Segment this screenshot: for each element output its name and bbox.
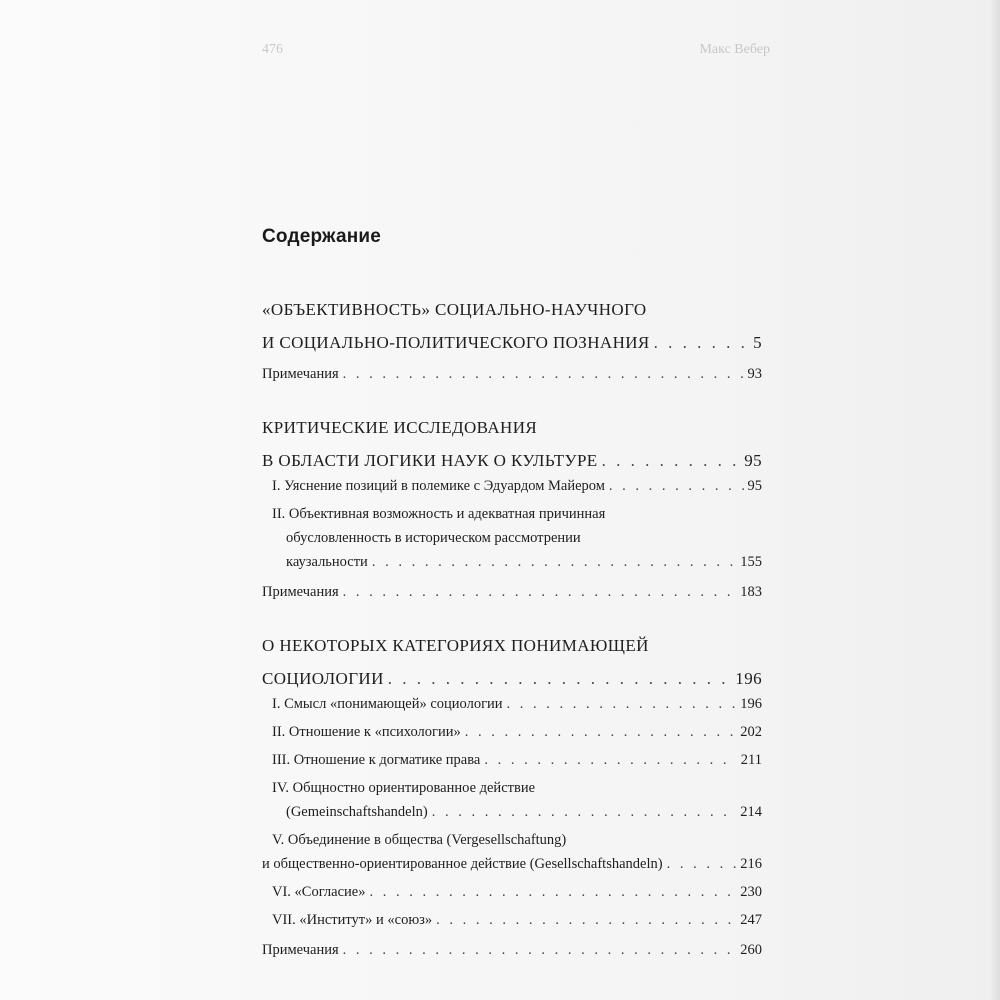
notes-page: 183 <box>740 584 762 600</box>
entry-text: I. Уяснение позиций в полемике с Эдуардом Майером <box>272 478 605 494</box>
table-of-contents <box>262 226 762 990</box>
dot-leader <box>507 692 737 716</box>
entry-line <box>262 852 762 876</box>
entry-text: VII. «Институт» и «союз» <box>272 912 433 928</box>
dot-leader <box>370 880 737 904</box>
dot-leader <box>654 329 749 356</box>
page-number: 476 <box>262 42 283 57</box>
dot-leader <box>372 550 736 574</box>
entry-page: 196 <box>740 696 762 712</box>
entry-line <box>272 880 762 904</box>
section-title-last-line <box>262 665 762 692</box>
entry-text-continued: (Gemeinschaftshandeln) <box>286 804 428 820</box>
entry-page: 202 <box>740 724 762 740</box>
toc-entry <box>262 828 762 876</box>
notes-page: 260 <box>740 942 762 958</box>
dot-leader <box>484 748 736 772</box>
toc-heading: Содержание <box>262 226 382 247</box>
entry-text: I. Смысл «понимающей» социологии <box>272 696 503 712</box>
entry-line <box>272 800 762 824</box>
section-title-line: «ОБЪЕКТИВНОСТЬ» СОЦИАЛЬНО-НАУЧНОГО <box>262 300 647 319</box>
entry-page: 247 <box>740 912 762 928</box>
entry-line <box>272 692 762 716</box>
dot-leader <box>436 908 736 932</box>
section-title-last-line <box>262 447 762 474</box>
entry-text: II. Объективная возможность и адекватная причинная <box>272 506 606 522</box>
notes-label: Примечания <box>262 584 339 600</box>
entry-line <box>272 720 762 744</box>
notes-label: Примечания <box>262 942 339 958</box>
entry-line <box>272 474 762 498</box>
entry-page: 155 <box>740 554 762 570</box>
section-page: 196 <box>735 669 762 688</box>
page-edge-shadow <box>990 0 1000 1000</box>
entry-text: VI. «Согласие» <box>272 884 366 900</box>
dot-leader <box>609 474 744 498</box>
dot-leader <box>343 362 744 386</box>
dot-leader <box>388 665 732 692</box>
entry-text: V. Объединение в общества (Vergesellschaftung) <box>272 832 567 848</box>
entry-text: IV. Общностно ориентированное действие <box>272 780 536 796</box>
dot-leader <box>343 938 737 962</box>
toc-entry <box>262 720 762 744</box>
notes-label: Примечания <box>262 366 339 382</box>
entry-page: 230 <box>740 884 762 900</box>
notes-entry <box>262 938 762 962</box>
entry-page: 95 <box>747 478 762 494</box>
section-page: 5 <box>753 333 762 352</box>
toc-section <box>262 414 762 604</box>
entry-line <box>272 550 762 574</box>
entry-page: 211 <box>740 752 762 768</box>
section-title-line: КРИТИЧЕСКИЕ ИССЛЕДОВАНИЯ <box>262 418 538 437</box>
section-title-line: О НЕКОТОРЫХ КАТЕГОРИЯХ ПОНИМАЮЩЕЙ <box>262 636 649 655</box>
toc-section <box>262 296 762 386</box>
entry-text-continued: обусловленность в историческом рассмотрении <box>286 530 581 546</box>
dot-leader <box>432 800 737 824</box>
entry-text-continued: и общественно-ориентированное действие (Gesellschaftshandeln) <box>262 856 663 872</box>
notes-entry <box>262 580 762 604</box>
toc-section <box>262 632 762 962</box>
dot-leader <box>343 580 737 604</box>
running-head-author: Макс Вебер <box>699 42 770 57</box>
entry-line <box>272 748 762 772</box>
entry-page: 214 <box>740 804 762 820</box>
section-title-last-line <box>262 329 762 356</box>
toc-entry <box>262 502 762 574</box>
toc-entry <box>262 474 762 498</box>
entry-page: 216 <box>740 856 762 872</box>
entry-text: III. Отношение к догматике права <box>272 752 481 768</box>
dot-leader <box>667 852 737 876</box>
notes-entry <box>262 362 762 386</box>
section-title-line: И СОЦИАЛЬНО-ПОЛИТИЧЕСКОГО ПОЗНАНИЯ <box>262 333 650 352</box>
toc-entry <box>262 776 762 824</box>
section-title-line: СОЦИОЛОГИИ <box>262 669 384 688</box>
section-title-line: В ОБЛАСТИ ЛОГИКИ НАУК О КУЛЬТУРЕ <box>262 451 598 470</box>
dot-leader <box>602 447 741 474</box>
entry-text-continued: каузальности <box>286 554 368 570</box>
entry-line <box>272 908 762 932</box>
toc-entry <box>262 880 762 904</box>
section-page: 95 <box>744 451 762 470</box>
toc-entry <box>262 908 762 932</box>
entry-text: II. Отношение к «психологии» <box>272 724 461 740</box>
notes-page: 93 <box>747 366 762 382</box>
running-head <box>262 42 770 62</box>
toc-entry <box>262 748 762 772</box>
dot-leader <box>465 720 737 744</box>
toc-entry <box>262 692 762 716</box>
